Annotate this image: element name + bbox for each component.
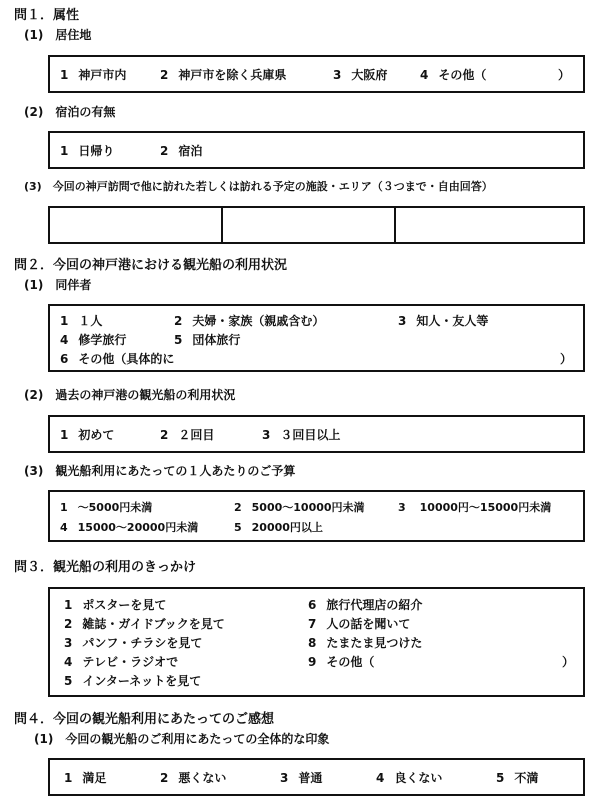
close-paren: ）	[560, 352, 573, 366]
option-3[interactable]: 3 10000円～15000円未満	[398, 501, 552, 514]
stay-answer-box	[48, 131, 585, 169]
q1-1-label: (1) 居住地	[24, 28, 92, 42]
q1-title: 問１．属性	[14, 8, 80, 23]
option-2[interactable]: 2 5000～10000円未満	[234, 501, 365, 514]
residence-answer-box	[48, 55, 585, 93]
divider	[394, 208, 396, 242]
q2-3-label: (3) 観光船利用にあたっての１人あたりのご予算	[24, 464, 296, 478]
option-1[interactable]: 1 ～5000円未満	[60, 501, 153, 514]
companion-answer-box	[48, 304, 585, 372]
option-5[interactable]: 5 団体旅行	[174, 333, 241, 347]
option-3[interactable]: 3 パンフ・チラシを見て	[64, 636, 203, 650]
q3-title: 問３．観光船の利用のきっかけ	[14, 560, 197, 575]
close-paren: ）	[562, 655, 575, 669]
option-5[interactable]: 5 不満	[496, 771, 539, 785]
option-4[interactable]: 4 良くない	[376, 771, 443, 785]
option-9[interactable]: 9 その他（	[308, 655, 375, 669]
option-2[interactable]: 2 神戸市を除く兵庫県	[160, 68, 287, 82]
option-2[interactable]: 2 ２回目	[160, 428, 215, 442]
visited-places-box	[48, 206, 585, 244]
option-5[interactable]: 5 20000円以上	[234, 521, 323, 534]
option-2[interactable]: 2 雑誌・ガイドブックを見て	[64, 617, 225, 631]
option-1[interactable]: 1 満足	[64, 771, 107, 785]
option-3[interactable]: 3 普通	[280, 771, 323, 785]
option-1[interactable]: 1 初めて	[60, 428, 115, 442]
divider	[221, 208, 223, 242]
option-4[interactable]: 4 テレビ・ラジオで	[64, 655, 179, 669]
option-3[interactable]: 3 大阪府	[333, 68, 388, 82]
q1-2-label: (2) 宿泊の有無	[24, 105, 116, 119]
option-5[interactable]: 5 インターネットを見て	[64, 674, 202, 688]
option-1[interactable]: 1 ポスターを見て	[64, 598, 167, 612]
q2-1-label: (1) 同伴者	[24, 278, 92, 292]
q4-1-label: (1) 今回の観光船のご利用にあたっての全体的な印象	[34, 732, 330, 746]
option-4[interactable]: 4 その他（	[420, 68, 487, 82]
option-8[interactable]: 8 たまたま見つけた	[308, 636, 423, 650]
option-6[interactable]: 6 その他（具体的に	[60, 352, 175, 366]
impression-answer-box	[48, 758, 585, 796]
option-1[interactable]: 1 神戸市内	[60, 68, 127, 82]
close-paren: ）	[558, 68, 571, 82]
option-1[interactable]: 1 １人	[60, 314, 103, 328]
option-2[interactable]: 2 夫婦・家族（親戚含む）	[174, 314, 325, 328]
option-4[interactable]: 4 15000～20000円未満	[60, 521, 199, 534]
q1-3-label: (3) 今回の神戸訪問で他に訪れた若しくは訪れる予定の施設・エリア（３つまで・自由回答）	[24, 180, 493, 193]
option-2[interactable]: 2 悪くない	[160, 771, 227, 785]
option-4[interactable]: 4 修学旅行	[60, 333, 127, 347]
option-7[interactable]: 7 人の話を聞いて	[308, 617, 411, 631]
option-6[interactable]: 6 旅行代理店の紹介	[308, 598, 423, 612]
history-answer-box	[48, 415, 585, 453]
trigger-answer-box	[48, 587, 585, 697]
q2-2-label: (2) 過去の神戸港の観光船の利用状況	[24, 388, 236, 402]
q4-title: 問４．今回の観光船利用にあたってのご感想	[14, 712, 275, 727]
option-3[interactable]: 3 ３回目以上	[262, 428, 341, 442]
option-1[interactable]: 1 日帰り	[60, 144, 115, 158]
q2-title: 問２．今回の神戸港における観光船の利用状況	[14, 258, 288, 273]
budget-answer-box	[48, 490, 585, 542]
option-2[interactable]: 2 宿泊	[160, 144, 203, 158]
option-3[interactable]: 3 知人・友人等	[398, 314, 489, 328]
